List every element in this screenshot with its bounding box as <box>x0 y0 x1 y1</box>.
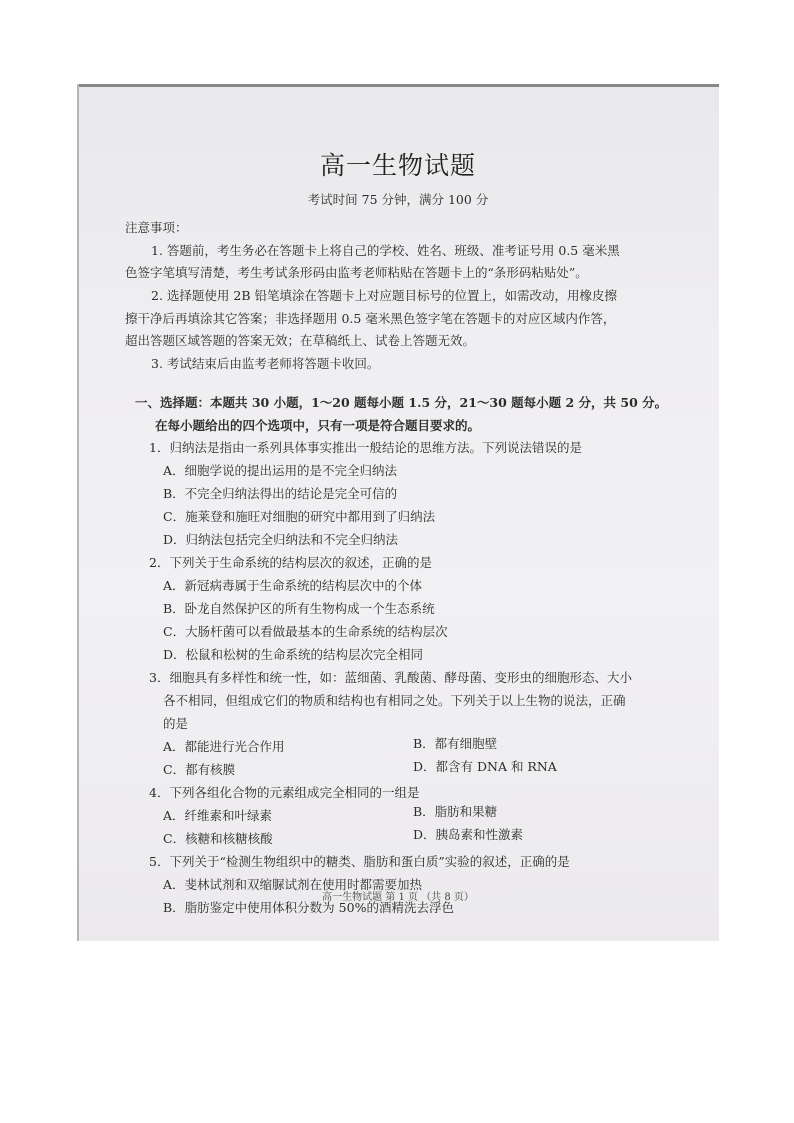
section-1-heading: 一、选择题：本题共 30 小题，1～20 题每小题 1.5 分，21～30 题每小题 2 分，共 50 分。 <box>135 395 668 410</box>
q4-stem: 4．下列各组化合物的元素组成完全相同的一组是 <box>149 785 420 800</box>
q2-option-c: C．大肠杆菌可以看做最基本的生命系统的结构层次 <box>163 624 448 639</box>
q4-option-d: D．胰岛素和性激素 <box>413 827 524 842</box>
q3-stem-line-1: 3．细胞具有多样性和统一性，如：蓝细菌、乳酸菌、酵母菌、变形虫的细胞形态、大小 <box>149 670 632 685</box>
note-line-5: 超出答题区域答题的答案无效；在草稿纸上、试卷上答题无效。 <box>125 333 476 348</box>
q3-option-a: A．都能进行光合作用 <box>163 739 285 754</box>
section-1-instruction: 在每小题给出的四个选项中，只有一项是符合题目要求的。 <box>155 418 481 433</box>
q4-option-c: C．核糖和核糖核酸 <box>163 831 273 846</box>
notes-heading: 注意事项： <box>125 220 188 235</box>
q2-option-d: D．松鼠和松树的生命系统的结构层次完全相同 <box>163 647 424 662</box>
q2-option-b: B．卧龙自然保护区的所有生物构成一个生态系统 <box>163 601 435 616</box>
page-title: 高一生物试题 <box>319 151 476 180</box>
q3-stem-line-2: 各不相同，但组成它们的物质和结构也有相同之处。下列关于以上生物的说法，正确 <box>163 693 626 708</box>
note-line-1: 1. 答题前，考生务必在答题卡上将自己的学校、姓名、班级、准考证号用 0.5 毫米黑 <box>151 243 620 258</box>
q3-option-d: D．都含有 DNA 和 RNA <box>413 759 557 774</box>
q3-option-b: B．都有细胞壁 <box>413 736 498 751</box>
q2-option-a: A．新冠病毒属于生命系统的结构层次中的个体 <box>163 578 423 593</box>
q5-option-a: A．斐林试剂和双缩脲试剂在使用时都需要加热 <box>163 877 423 892</box>
q5-option-b: B．脂肪鉴定中使用体积分数为 50%的酒精洗去浮色 <box>163 900 454 915</box>
q1-option-c: C．施莱登和施旺对细胞的研究中都用到了归纳法 <box>163 509 436 524</box>
note-line-4: 擦干净后再填涂其它答案；非选择题用 0.5 毫米黑色签字笔在答题卡的对应区域内作答， <box>125 311 616 326</box>
q1-option-d: D．归纳法包括完全归纳法和不完全归纳法 <box>163 532 399 547</box>
exam-page-photo <box>77 84 719 941</box>
exam-info: 考试时间 75 分钟，满分 100 分 <box>307 192 489 207</box>
q4-option-a: A．纤维素和叶绿素 <box>163 808 273 823</box>
note-line-3: 2. 选择题使用 2B 铅笔填涂在答题卡上对应题目标号的位置上，如需改动，用橡皮擦 <box>151 288 617 303</box>
q3-stem-line-3: 的是 <box>163 716 189 731</box>
q4-option-b: B．脂肪和果糖 <box>413 804 498 819</box>
q3-option-c: C．都有核膜 <box>163 762 236 777</box>
q1-option-b: B．不完全归纳法得出的结论是完全可信的 <box>163 486 398 501</box>
q1-stem: 1．归纳法是指由一系列具体事实推出一般结论的思维方法。下列说法错误的是 <box>149 440 582 455</box>
q2-stem: 2．下列关于生命系统的结构层次的叙述，正确的是 <box>149 555 432 570</box>
page-footer: 高一生物试题 第 1 页 （共 8 页） <box>322 892 474 903</box>
note-line-6: 3. 考试结束后由监考老师将答题卡收回。 <box>151 356 380 371</box>
q5-stem: 5．下列关于“检测生物组织中的糖类、脂肪和蛋白质”实验的叙述，正确的是 <box>149 854 570 869</box>
q1-option-a: A．细胞学说的提出运用的是不完全归纳法 <box>163 463 398 478</box>
note-line-2: 色签字笔填写清楚，考生考试条形码由监考老师粘贴在答题卡上的“条形码粘贴处”。 <box>125 265 588 280</box>
